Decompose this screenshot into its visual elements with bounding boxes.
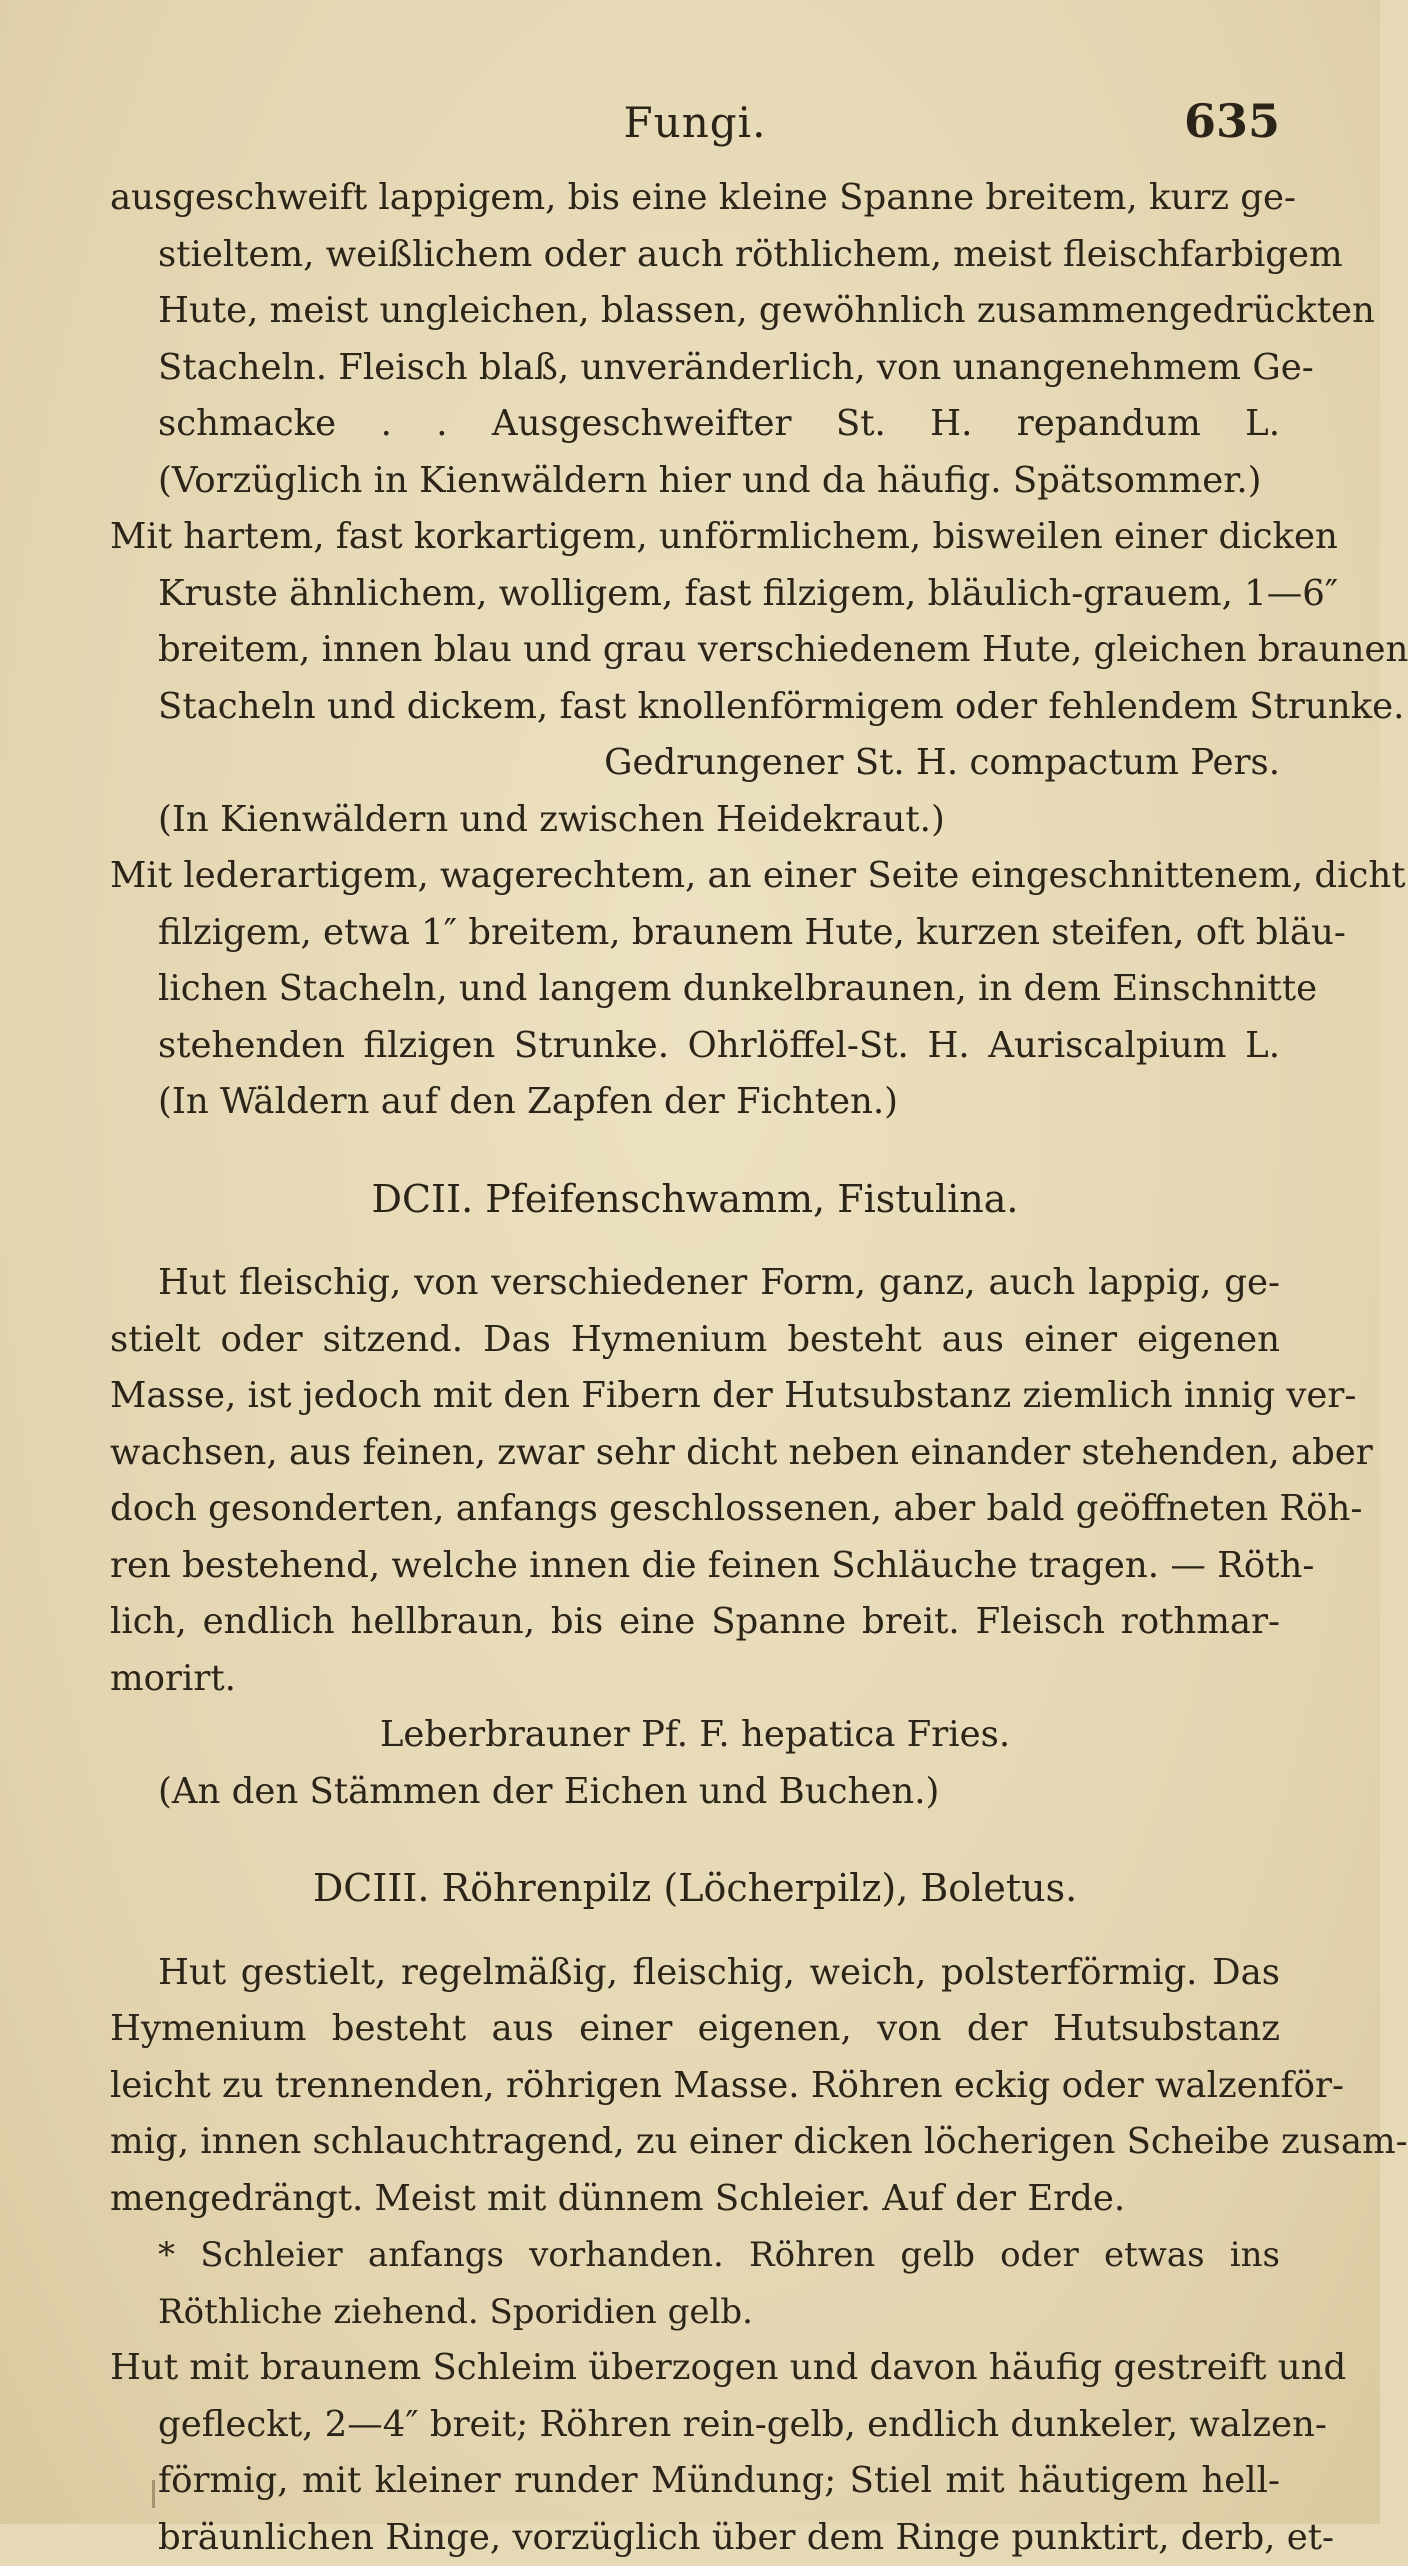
species-name-line: stehenden filzigen Strunke. Ohrlöffel-St. H. Auriscalpium L. xyxy=(110,1018,1280,1075)
species-name-line: Leberbrauner Pf. F. hepatica Fries. xyxy=(110,1707,1280,1764)
page-number: 635 xyxy=(1184,94,1280,148)
text-line: Hymenium besteht aus einer eigenen, von der Hutsubstanz xyxy=(110,2001,1280,2058)
section-heading: DCIII. Röhrenpilz (Löcherpilz), Boletus. xyxy=(110,1860,1280,1917)
text-line: filzigem, etwa 1″ breitem, braunem Hute, kurzen steifen, oft bläu- xyxy=(110,905,1280,962)
text-line: bräunlichen Ringe, vorzüglich über dem Ringe punktirt, derb, et- xyxy=(110,2510,1280,2566)
text-line: mig, innen schlauchtragend, zu einer dicken löcherigen Scheibe zusam- xyxy=(110,2114,1280,2171)
page-mark xyxy=(152,2480,155,2508)
text-line: ausgeschweift lappigem, bis eine kleine Spanne breitem, kurz ge- xyxy=(110,170,1280,227)
text-line: lich, endlich hellbraun, bis eine Spanne breit. Fleisch rothmar- xyxy=(110,1594,1280,1651)
habitat-note: (In Wäldern auf den Zapfen der Fichten.) xyxy=(110,1074,1280,1131)
text-line: Masse, ist jedoch mit den Fibern der Hutsubstanz ziemlich innig ver- xyxy=(110,1368,1280,1425)
text-line: doch gesonderten, anfangs geschlossenen, aber bald geöffneten Röh- xyxy=(110,1481,1280,1538)
text-line: Kruste ähnlichem, wolligem, fast filzigem, bläulich-grauem, 1—6″ xyxy=(110,566,1280,623)
text-line: Hut gestielt, regelmäßig, fleischig, weich, polsterförmig. Das xyxy=(110,1945,1280,2002)
habitat-note: (Vorzüglich in Kienwäldern hier und da häufig. Spätsommer.) xyxy=(110,453,1280,510)
text-line: förmig, mit kleiner runder Mündung; Stiel mit häutigem hell- xyxy=(110,2453,1280,2510)
text-line: Mit hartem, fast korkartigem, unförmlichem, bisweilen einer dicken xyxy=(110,509,1280,566)
text-line: wachsen, aus feinen, zwar sehr dicht neben einander stehenden, aber xyxy=(110,1425,1280,1482)
page-body xyxy=(110,170,1280,2566)
text-line: Stacheln und dickem, fast knollenförmigem oder fehlendem Strunke. xyxy=(110,679,1280,736)
species-name-line: Gedrungener St. H. compactum Pers. xyxy=(110,735,1280,792)
text-line: gefleckt, 2—4″ breit; Röhren rein-gelb, endlich dunkeler, walzen- xyxy=(110,2397,1280,2454)
habitat-note: (In Kienwäldern und zwischen Heidekraut.) xyxy=(110,792,1280,849)
subgroup-line: Röthliche ziehend. Sporidien gelb. xyxy=(110,2284,1280,2341)
text-line: stielt oder sitzend. Das Hymenium besteht aus einer eigenen xyxy=(110,1312,1280,1369)
text-line: breitem, innen blau und grau verschiedenem Hute, gleichen braunen xyxy=(110,622,1280,679)
text-line: leicht zu trennenden, röhrigen Masse. Röhren eckig oder walzenför- xyxy=(110,2058,1280,2115)
text-line: Hut fleischig, von verschiedener Form, ganz, auch lappig, ge- xyxy=(110,1255,1280,1312)
text-line: Hute, meist ungleichen, blassen, gewöhnlich zusammengedrückten xyxy=(110,283,1280,340)
text-line: ren bestehend, welche innen die feinen Schläuche tragen. — Röth- xyxy=(110,1538,1280,1595)
habitat-note: (An den Stämmen der Eichen und Buchen.) xyxy=(110,1764,1280,1821)
text-line: Hut mit braunem Schleim überzogen und davon häufig gestreift und xyxy=(110,2340,1280,2397)
section-heading: DCII. Pfeifenschwamm, Fistulina. xyxy=(110,1171,1280,1228)
text-line: stieltem, weißlichem oder auch röthlichem, meist fleischfarbigem xyxy=(110,227,1280,284)
subgroup-line: * Schleier anfangs vorhanden. Röhren gelb oder etwas ins xyxy=(110,2227,1280,2284)
text-line: lichen Stacheln, und langem dunkelbraunen, in dem Einschnitte xyxy=(110,961,1280,1018)
text-line: mengedrängt. Meist mit dünnem Schleier. Auf der Erde. xyxy=(110,2171,1280,2228)
page-header xyxy=(110,88,1280,158)
species-name-line: schmacke . . Ausgeschweifter St. H. repandum L. xyxy=(110,396,1280,453)
text-line: morirt. xyxy=(110,1651,1280,1708)
text-line: Mit lederartigem, wagerechtem, an einer Seite eingeschnittenem, dicht xyxy=(110,848,1280,905)
text-line: Stacheln. Fleisch blaß, unveränderlich, von unangenehmem Ge- xyxy=(110,340,1280,397)
running-title: Fungi. xyxy=(110,98,1280,147)
